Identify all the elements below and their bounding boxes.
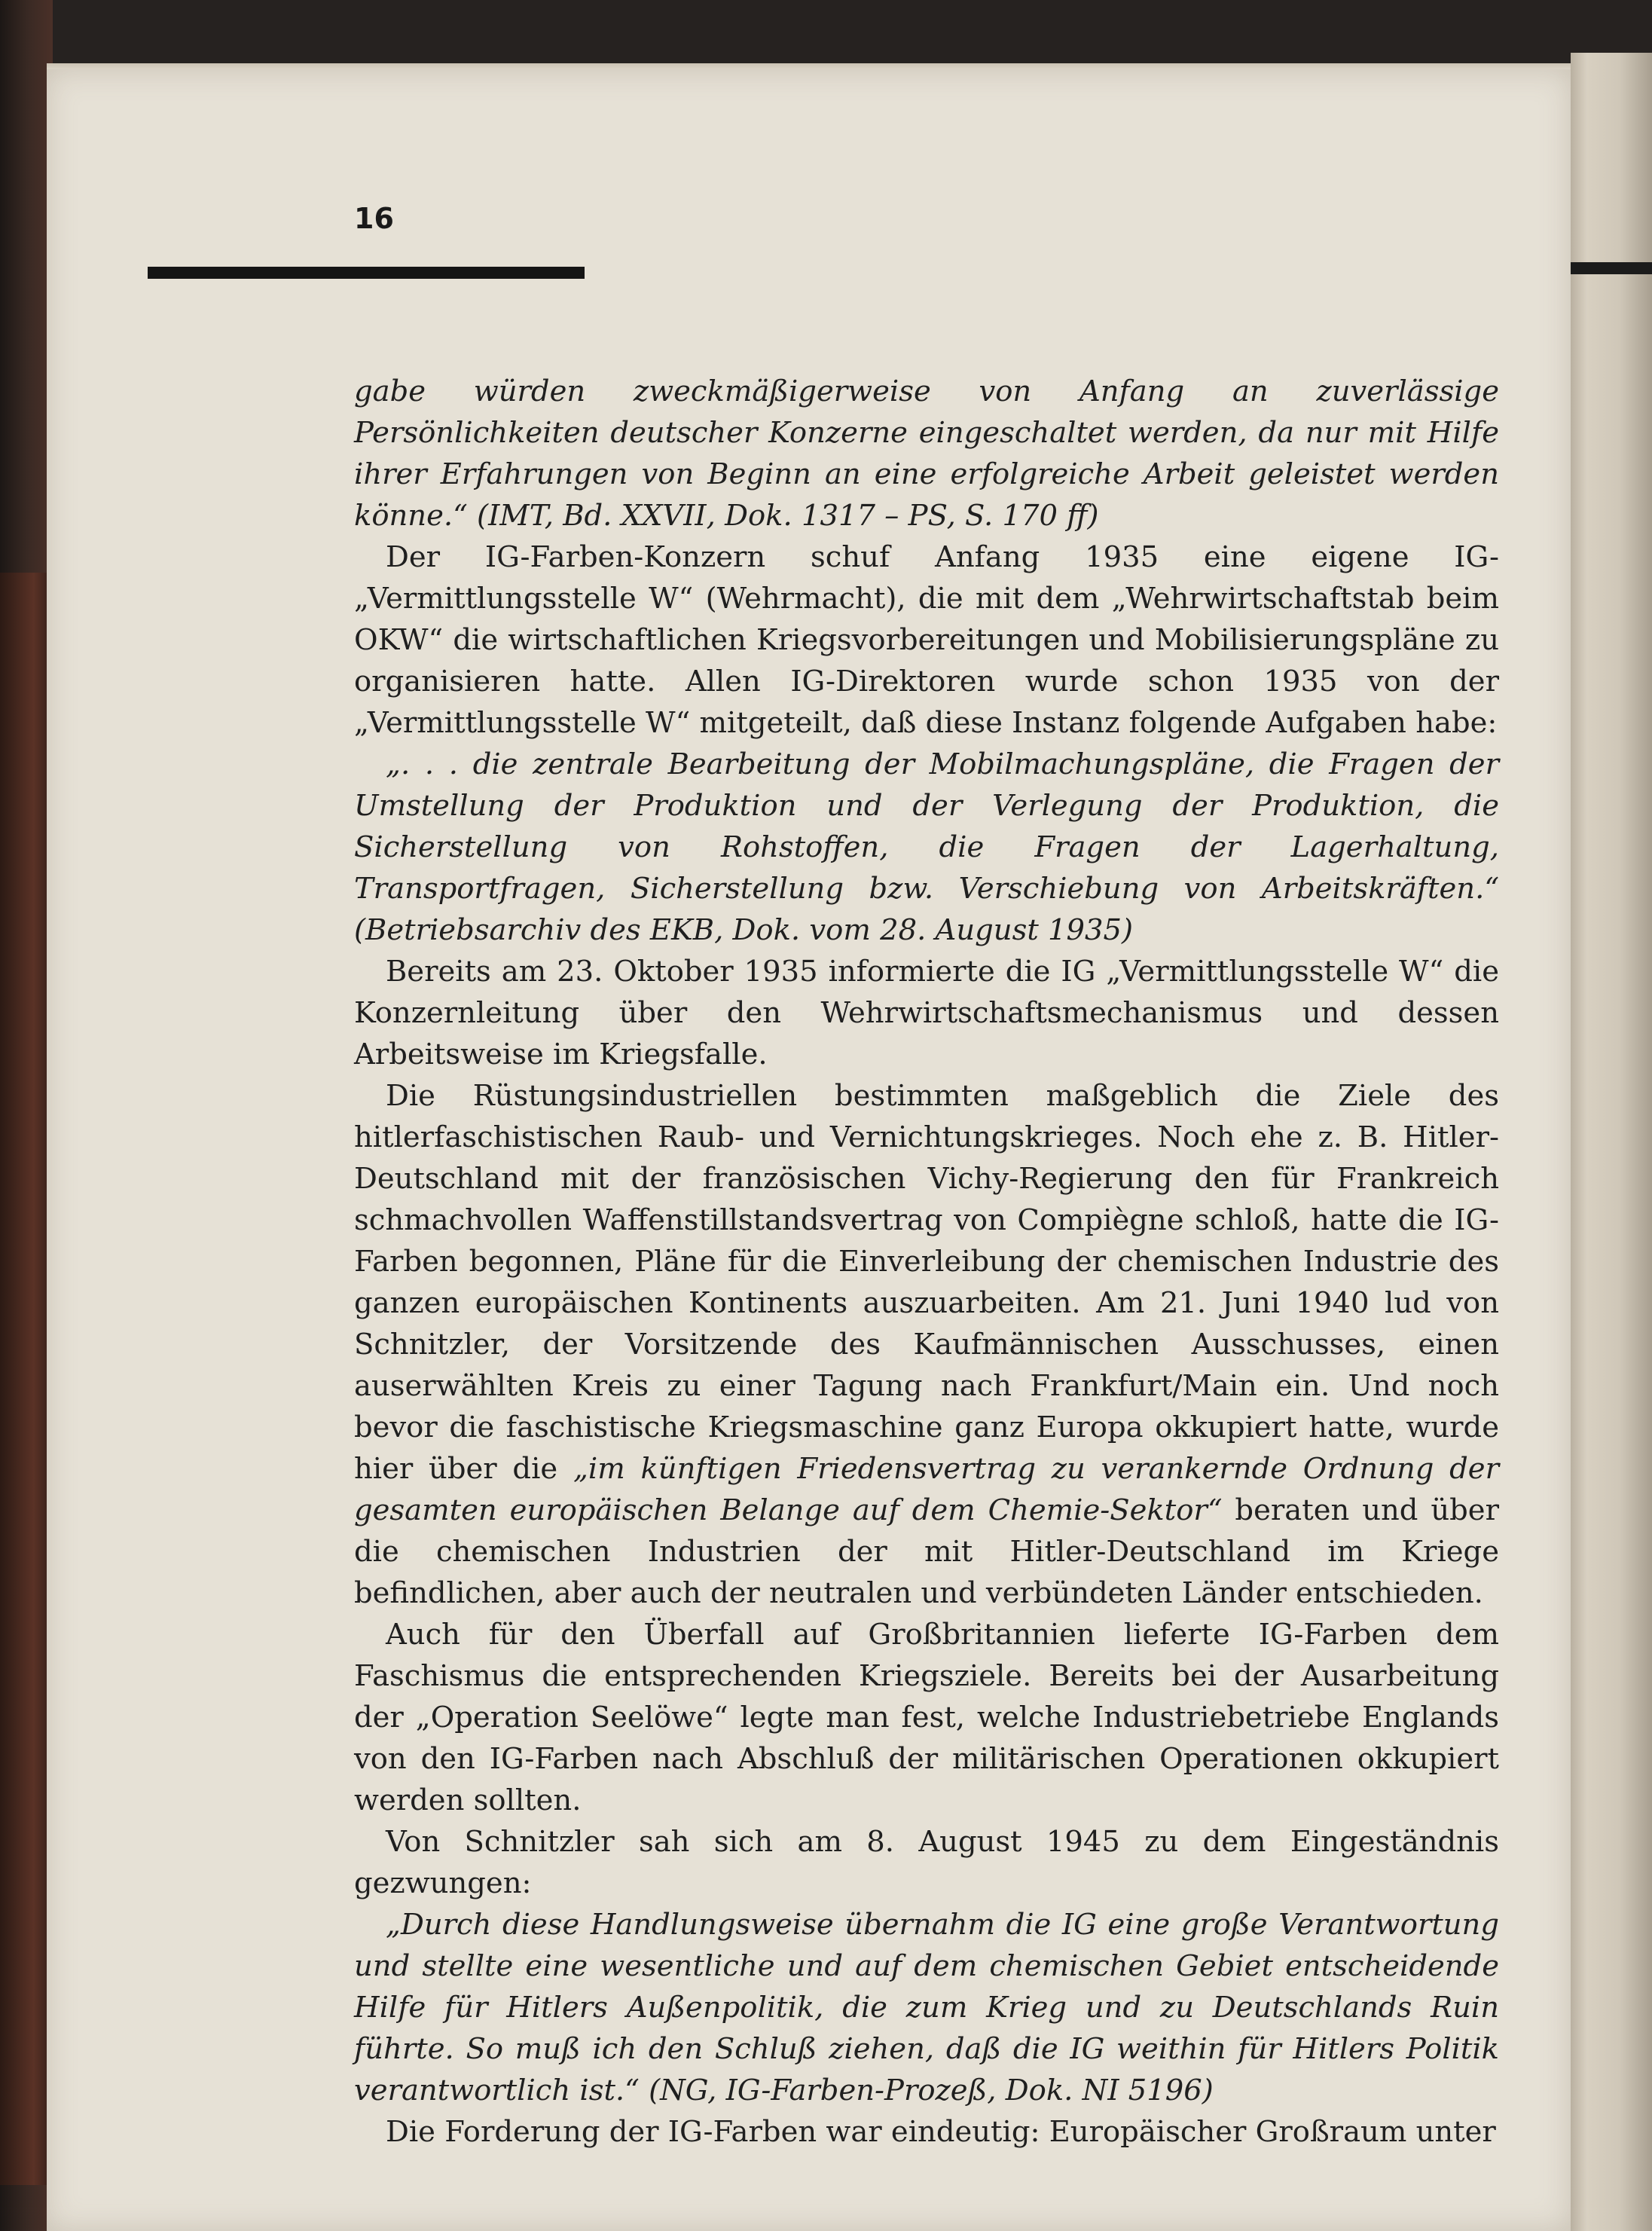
quote-paragraph: [354, 1904, 1499, 2111]
italic-text: „. . . die zentrale Bearbeitung der Mobilmachungspläne, die Fragen der Umstellung der Produktion und der Verlegung der Produktion, die Sicherstellung von Rohstoffen, die Fragen der Lagerhaltung, Transportfragen, Sicherstellung bzw. Verschiebung von Arbeitskräften.“ (Betriebsarchiv des EKB, Dok. vom 28. August 1935): [354, 747, 1499, 947]
body-paragraph: [354, 1614, 1499, 1821]
text-segment: Der IG-Farben-Konzern schuf Anfang 1935 eine eigene IG-„Vermittlungsstelle W“ (Wehrmacht), die mit dem „Wehrwirtschaftstab beim OKW“ die wirtschaftlichen Kriegsvorbereitungen und Mobilisierungspläne zu organisieren hatte. Allen IG-Direktoren wurde schon 1935 von der „Vermittlungsstelle W“ mitgeteilt, daß diese Instanz folgende Aufgaben habe:: [354, 540, 1499, 740]
body-paragraph: [354, 1821, 1499, 1904]
body-paragraph: [354, 951, 1499, 1075]
header-rule: [148, 267, 585, 279]
book-spine-band: [0, 573, 48, 2185]
text-segment: Die Rüstungsindustriellen bestimmten maßgeblich die Ziele des hitlerfaschistischen Raub- und Vernichtungskrieges. Noch ehe z. B. Hitler-Deutschland mit der französischen Vichy-Regierung den für Frankreich schmachvollen Waffenstillstandsvertrag von Compiègne schloß, hatte die IG-Farben begonnen, Pläne für die Einverleibung der chemischen Industrie des ganzen europäischen Kontinents auszuarbeiten. Am 21. Juni 1940 lud von Schnitzler, der Vorsitzende des Kaufmännischen Ausschusses, einen auserwählten Kreis zu einer Tagung nach Frankfurt/Main ein. Und noch bevor die faschistische Kriegsmaschine ganz Europa okkupiert hatte, wurde hier über die: [354, 1079, 1499, 1486]
text-segment: Von Schnitzler sah sich am 8. August 1945 zu dem Eingeständnis gezwungen:: [354, 1825, 1499, 1900]
body-paragraph: [354, 1075, 1499, 1614]
next-page-edge: [1571, 53, 1652, 2231]
italic-text: gabe würden zweckmäßigerweise von Anfang an zuverlässige Persönlichkeiten deutscher Konzerne eingeschaltet werden, da nur mit Hilfe ihrer Erfahrungen von Beginn an eine erfolgreiche Arbeit geleistet werden könne.“ (IMT, Bd. XXVII, Dok. 1317 – PS, S. 170 ff): [354, 374, 1499, 533]
body-paragraph: [354, 536, 1499, 744]
text-segment: Bereits am 23. Oktober 1935 informierte die IG „Vermittlungsstelle W“ die Konzernleitung über den Wehrwirtschaftsmechanismus und dessen Arbeitsweise im Kriegsfalle.: [354, 955, 1499, 1071]
text-segment: Auch für den Überfall auf Großbritannien lieferte IG-Farben dem Faschismus die entsprechenden Kriegsziele. Bereits bei der Ausarbeitung der „Operation Seelöwe“ legte man fest, welche Industriebetriebe Englands von den IG-Farben nach Abschluß der militärischen Operationen okkupiert werden sollten.: [354, 1618, 1499, 1817]
quote-paragraph: [354, 744, 1499, 951]
text-segment: beraten und über die chemischen Industrien der mit Hitler-Deutschland im Kriege befindlichen, aber auch der neutralen und verbündeten Länder entschieden.: [354, 1493, 1499, 1610]
body-text: [354, 371, 1499, 2153]
next-page-rule: [1571, 262, 1652, 274]
italic-text: „Durch diese Handlungsweise übernahm die IG eine große Verantwortung und stellte eine wesentliche und auf dem chemischen Gebiet entscheidende Hilfe für Hitlers Außenpolitik, die zum Krieg und zu Deutschlands Ruin führte. So muß ich den Schluß ziehen, daß die IG weithin für Hitlers Politik verantwortlich ist.“ (NG, IG-Farben-Prozeß, Dok. NI 5196): [354, 1908, 1499, 2107]
body-paragraph: [354, 2111, 1499, 2153]
italic-text: „im künftigen Friedensvertrag zu verankernde Ordnung der gesamten europäischen Belange auf dem Chemie-Sektor“: [354, 1452, 1499, 1527]
text-segment: Die Forderung der IG-Farben war eindeutig: Europäischer Großraum unter: [386, 2115, 1496, 2149]
quote-paragraph: [354, 371, 1499, 536]
page-number: 16: [354, 202, 394, 235]
